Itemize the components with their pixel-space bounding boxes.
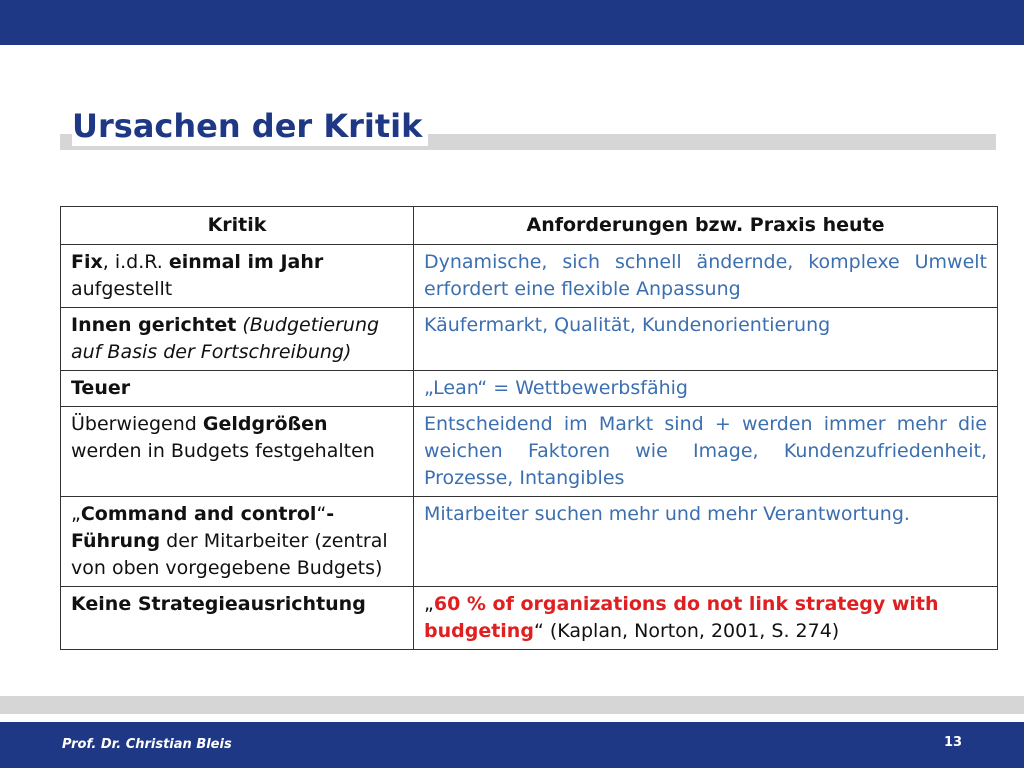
table-row — [61, 407, 998, 497]
requirement-cell — [414, 308, 998, 371]
table-row — [61, 371, 998, 407]
page-number: 13 — [943, 735, 963, 750]
quote-highlight: 60 % of organizations do not link strategy with budgeting — [424, 593, 939, 642]
bottom-divider — [0, 696, 1024, 714]
table-header-row — [61, 207, 998, 245]
cell-text: einmal im Jahr — [168, 251, 324, 273]
cell-text: Geldgrößen — [202, 413, 328, 435]
criticism-cell — [61, 308, 414, 371]
criticism-table — [60, 206, 998, 650]
cell-text: aufgestellt — [71, 278, 173, 300]
requirement-cell — [414, 245, 998, 308]
footer-author: Prof. Dr. Christian Bleis — [62, 737, 232, 752]
requirement-cell — [414, 587, 998, 650]
criticism-cell — [61, 245, 414, 308]
table-row — [61, 308, 998, 371]
table-row — [61, 497, 998, 587]
column-header-kritik: Kritik — [61, 207, 414, 245]
cell-text: -Führung — [71, 503, 335, 552]
cell-text: Überwiegend — [71, 413, 203, 435]
criticism-cell — [61, 371, 414, 407]
criticism-cell — [61, 407, 414, 497]
cell-text: „ — [424, 593, 434, 615]
cell-text: Innen gerichtet — [71, 314, 237, 336]
top-banner — [0, 0, 1024, 45]
cell-text: „ — [71, 503, 81, 525]
requirement-cell — [414, 407, 998, 497]
cell-text: „Lean“ = Wettbewerbsfähig — [424, 377, 688, 399]
cell-text: “ — [316, 503, 327, 525]
cell-text: “ (Kaplan, Norton, 2001, S. 274) — [533, 620, 840, 642]
cell-text: Command and control — [80, 503, 317, 525]
cell-text: Keine Strategieausrichtung — [71, 593, 366, 615]
cell-text: (Budgetierung auf Basis der Fortschreibung) — [71, 314, 380, 363]
cell-text: Fix — [71, 251, 103, 273]
criticism-cell — [61, 497, 414, 587]
requirement-cell — [414, 497, 998, 587]
cell-text: Teuer — [71, 377, 131, 399]
table-row — [61, 587, 998, 650]
cell-text: der Mitarbeiter (zentral von oben vorgegebene Budgets) — [71, 530, 388, 579]
slide-title: Ursachen der Kritik — [72, 106, 428, 146]
cell-text: Entscheidend im Markt sind + werden immer mehr die weichen Faktoren wie Image, Kundenzufriedenheit, Prozesse, Intangibles — [424, 413, 987, 489]
cell-text: Käufermarkt, Qualität, Kundenorientierung — [424, 314, 831, 336]
column-header-anforderungen: Anforderungen bzw. Praxis heute — [414, 207, 998, 245]
cell-text: Dynamische, sich schnell ändernde, komplexe Umwelt erfordert eine flexible Anpassung — [424, 251, 987, 300]
cell-text: , i.d.R. — [102, 251, 169, 273]
requirement-cell — [414, 371, 998, 407]
cell-text: werden in Budgets festgehalten — [71, 440, 375, 462]
cell-text: Mitarbeiter suchen mehr und mehr Verantwortung. — [424, 503, 910, 525]
criticism-cell — [61, 587, 414, 650]
table-row — [61, 245, 998, 308]
